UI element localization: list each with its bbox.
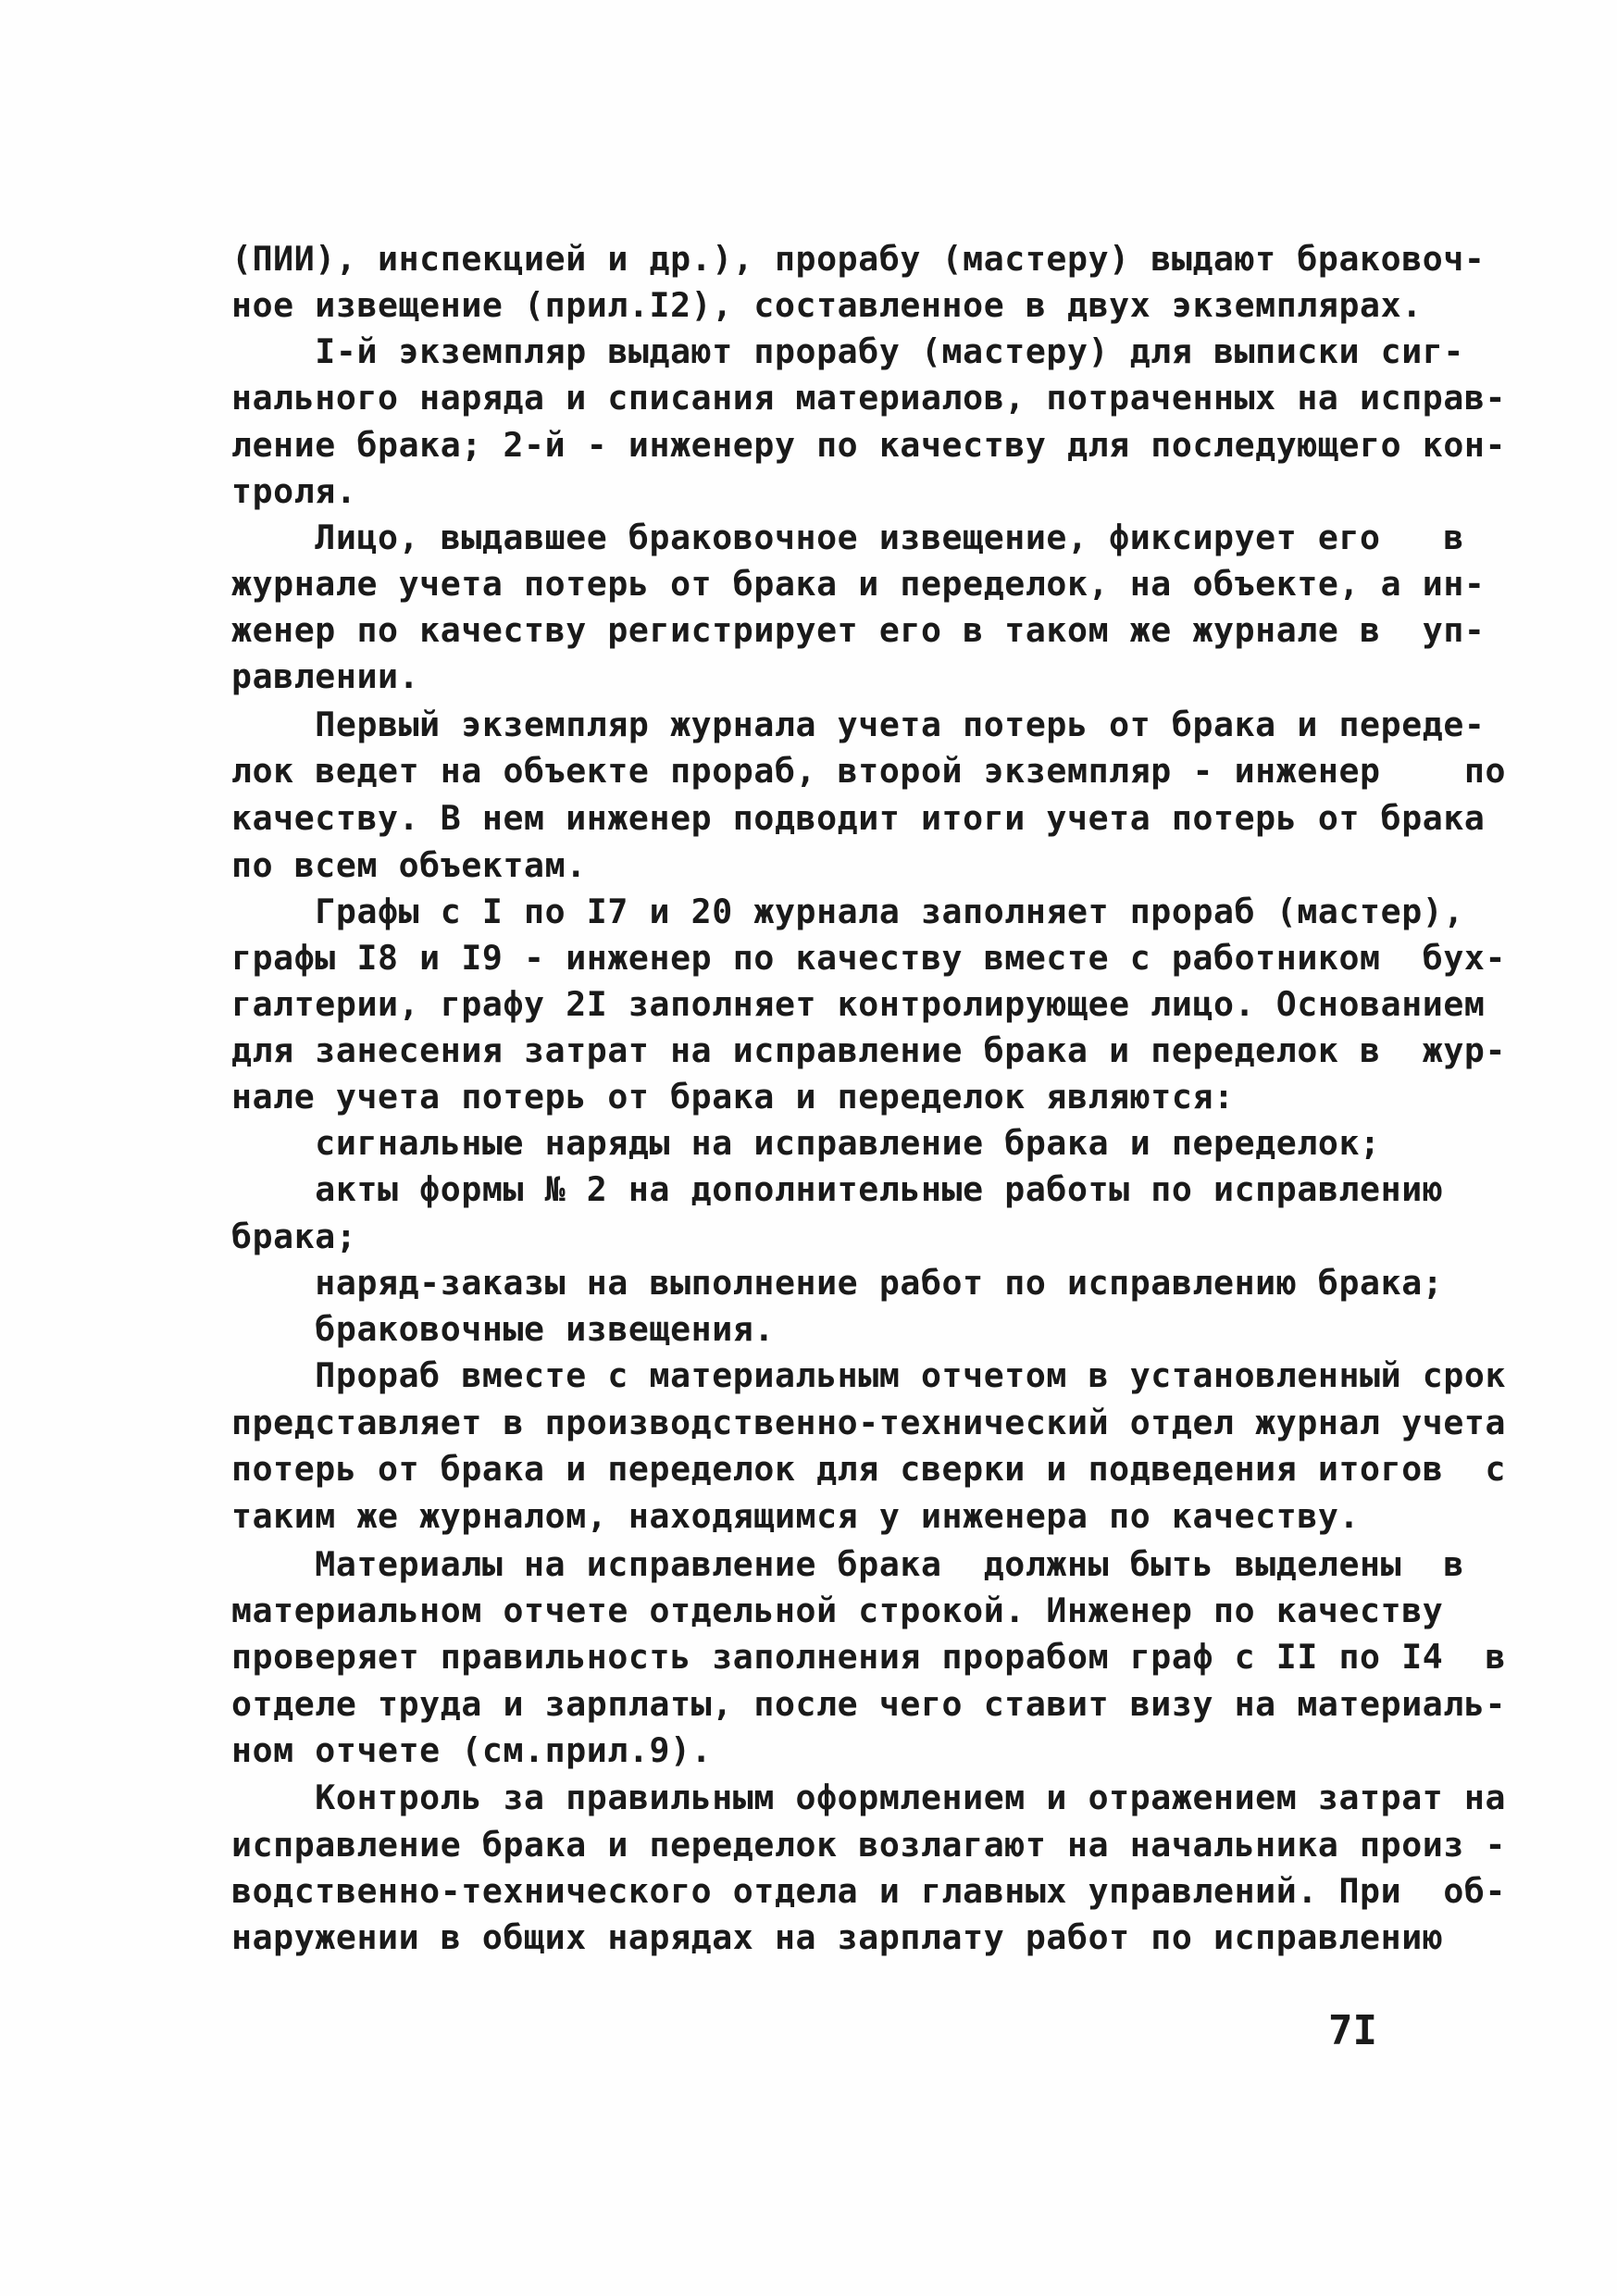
text-line: нале учета потерь от брака и переделок являются: — [231, 1077, 1235, 1117]
text-line: по всем объектам. — [231, 845, 587, 885]
text-line: ном отчете (см.прил.9). — [231, 1730, 713, 1770]
text-line: галтерии, графу 2I заполняет контролирующее лицо. Основанием — [231, 984, 1486, 1024]
text-line: Лицо, выдавшее браковочное извещение, фиксирует его в — [231, 518, 1464, 557]
text-line: Графы с I по I7 и 20 журнала заполняет прораб (мастер), — [231, 892, 1464, 931]
text-line: равлении. — [231, 656, 420, 696]
text-line: Первый экземпляр журнала учета потерь от брака и переде- — [231, 705, 1486, 744]
text-line: водственно-технического отдела и главных управлений. При об- — [231, 1871, 1507, 1911]
text-line: для занесения затрат на исправление брака и переделок в жур- — [231, 1030, 1507, 1070]
text-line: отделе труда и зарплаты, после чего ставит визу на материаль- — [231, 1684, 1507, 1724]
text-line: браковочные извещения. — [231, 1309, 775, 1349]
text-line: исправление брака и переделок возлагают на начальника произ - — [231, 1825, 1507, 1865]
text-line: материальном отчете отдельной строкой. Инженер по качеству — [231, 1591, 1444, 1630]
text-line: I-й экземпляр выдают прорабу (мастеру) для выписки сиг- — [231, 331, 1464, 371]
text-line: ление брака; 2-й - инженеру по качеству для последующего кон- — [231, 425, 1507, 465]
text-line: Материалы на исправление брака должны быть выделены в — [231, 1544, 1464, 1584]
text-line: нального наряда и списания материалов, потраченных на исправ- — [231, 378, 1507, 418]
text-line: Прораб вместе с материальным отчетом в установленный срок — [231, 1355, 1507, 1395]
text-line: Контроль за правильным оформлением и отражением затрат на — [231, 1778, 1507, 1817]
text-line: качеству. В нем инженер подводит итоги учета потерь от брака — [231, 798, 1486, 838]
text-line: женер по качеству регистрирует его в таком же журнале в уп- — [231, 610, 1486, 650]
text-line: журнале учета потерь от брака и переделок, на объекте, а ин- — [231, 564, 1486, 604]
text-line: ное извещение (прил.I2), составленное в двух экземплярах. — [231, 285, 1423, 325]
text-line: представляет в производственно-технический отдел журнал учета — [231, 1403, 1507, 1442]
text-line: проверяет правильность заполнения прорабом граф с II по I4 в — [231, 1637, 1507, 1677]
text-line: троля. — [231, 471, 357, 511]
text-line: таким же журналом, находящимся у инженера по качеству. — [231, 1496, 1361, 1536]
text-line: наряд-заказы на выполнение работ по исправлению брака; — [231, 1263, 1444, 1303]
page-number: 7I — [1328, 2007, 1377, 2054]
text-line: потерь от брака и переделок для сверки и подведения итогов с — [231, 1449, 1507, 1489]
text-line: графы I8 и I9 - инженер по качеству вместе с работником бух- — [231, 938, 1507, 978]
text-line: наружении в общих нарядах на зарплату работ по исправлению — [231, 1917, 1444, 1957]
text-line: акты формы № 2 на дополнительные работы по исправлению — [231, 1169, 1444, 1209]
text-line: лок ведет на объекте прораб, второй экземпляр - инженер по — [231, 751, 1507, 791]
text-line: (ПИИ), инспекцией и др.), прорабу (мастеру) выдают браковоч- — [231, 239, 1486, 279]
text-line: сигнальные наряды на исправление брака и переделок; — [231, 1123, 1381, 1163]
text-line: брака; — [231, 1217, 357, 1256]
